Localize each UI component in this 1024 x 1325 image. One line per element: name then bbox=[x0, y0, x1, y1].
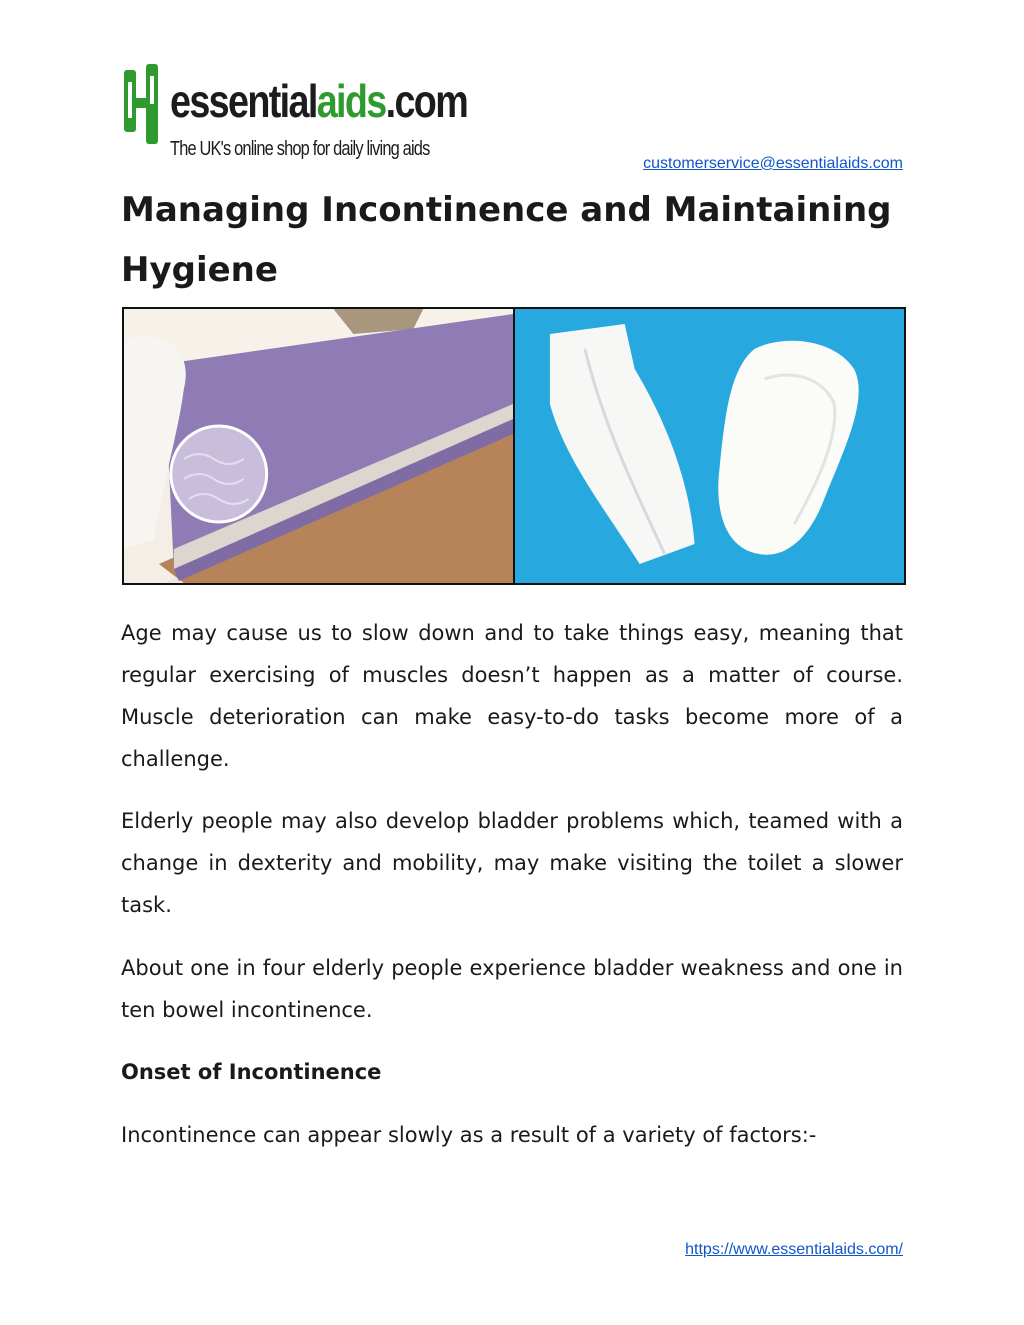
website-link[interactable]: https://www.essentialaids.com/ bbox=[685, 1241, 903, 1258]
bed-pad-photo bbox=[124, 309, 515, 583]
logo-wordmark: essentialaids.com bbox=[170, 75, 468, 127]
body-paragraph: Age may cause us to slow down and to take things easy, meaning that regular exercising of muscles doesn’t happen as a matter of course. Muscle deterioration can make easy-to-do tasks become more of a challenge. bbox=[121, 621, 903, 771]
section-heading: Onset of Incontinence bbox=[121, 1060, 382, 1084]
logo-tagline: The UK's online shop for daily living aids bbox=[170, 138, 430, 160]
body-paragraph: Incontinence can appear slowly as a result of a variety of factors:- bbox=[121, 1123, 817, 1147]
body-paragraph: Elderly people may also develop bladder problems which, teamed with a change in dexterity and mobility, may make visiting the toilet a slower task. bbox=[121, 809, 903, 917]
site-logo[interactable] bbox=[122, 58, 468, 168]
customer-service-email-link[interactable]: customerservice@essentialaids.com bbox=[643, 155, 903, 172]
product-photos bbox=[122, 307, 906, 585]
bed-pad-illustration bbox=[124, 309, 513, 583]
page-title: Managing Incontinence and Maintaining Hygiene bbox=[121, 190, 892, 290]
logo-mark-icon bbox=[122, 60, 162, 150]
body-paragraph: About one in four elderly people experience bladder weakness and one in ten bowel incontinence. bbox=[121, 956, 903, 1022]
incontinence-pads-photo bbox=[515, 309, 904, 583]
pads-illustration bbox=[515, 309, 904, 583]
